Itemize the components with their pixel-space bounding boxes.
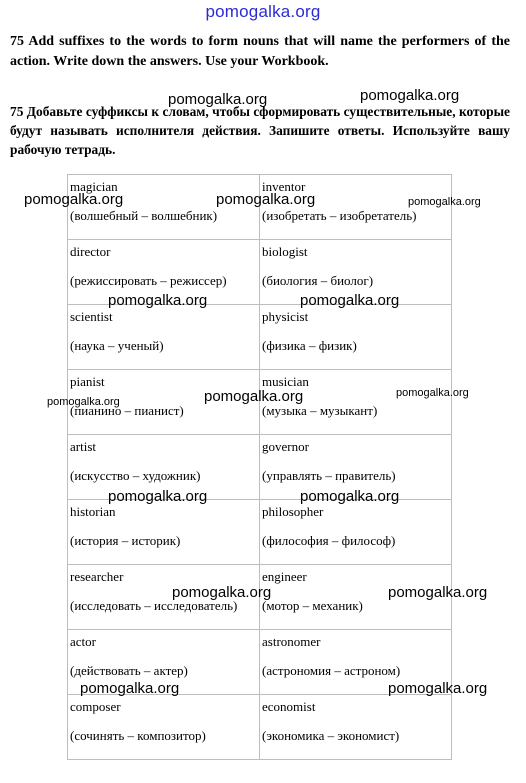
noun-answer: researcher bbox=[70, 569, 124, 584]
derivation-note: (мотор – механик) bbox=[262, 598, 363, 613]
derivation-note: (изобретать – изобретатель) bbox=[262, 208, 417, 223]
table-row bbox=[68, 695, 452, 760]
watermark: pomogalka.org bbox=[24, 191, 124, 208]
watermark: pomogalka.org bbox=[388, 584, 488, 601]
noun-answer: historian bbox=[70, 504, 116, 519]
table-row bbox=[68, 305, 452, 370]
table-cell bbox=[260, 695, 452, 760]
derivation-note: (музыка – музыкант) bbox=[262, 403, 378, 418]
table-cell bbox=[260, 305, 452, 370]
watermark: pomogalka.org bbox=[80, 680, 180, 697]
task-text-ru: 75 Добавьте суффиксы к словам, чтобы сформировать существительные, которые будут называть исполнителя действия. Запишите ответы. Используйте вашу рабочую тетрадь. bbox=[10, 104, 510, 157]
noun-answer: engineer bbox=[262, 569, 307, 584]
watermark: pomogalka.org bbox=[300, 488, 400, 505]
noun-answer: biologist bbox=[262, 244, 308, 259]
noun-answer: economist bbox=[262, 699, 316, 714]
watermark: pomogalka.org bbox=[216, 191, 316, 208]
watermark: pomogalka.org bbox=[47, 396, 120, 408]
noun-answer: inventor bbox=[262, 179, 306, 194]
watermark: pomogalka.org bbox=[388, 680, 488, 697]
noun-answer: physicist bbox=[262, 309, 309, 324]
derivation-note: (действовать – актер) bbox=[70, 663, 188, 678]
derivation-note: (астрономия – астроном) bbox=[262, 663, 401, 678]
derivation-note: (волшебный – волшебник) bbox=[70, 208, 218, 223]
table-cell bbox=[68, 500, 260, 565]
derivation-note: (философия – философ) bbox=[262, 533, 396, 548]
watermark: pomogalka.org bbox=[300, 292, 400, 309]
answers-table bbox=[67, 174, 452, 760]
noun-answer: artist bbox=[70, 439, 96, 454]
site-header: pomogalka.org bbox=[205, 2, 321, 21]
noun-answer: musician bbox=[262, 374, 309, 389]
table-cell bbox=[260, 500, 452, 565]
derivation-note: (искусство – художник) bbox=[70, 468, 201, 483]
noun-answer: composer bbox=[70, 699, 121, 714]
table-cell bbox=[68, 695, 260, 760]
watermark: pomogalka.org bbox=[396, 387, 469, 399]
noun-answer: director bbox=[70, 244, 111, 259]
watermark: pomogalka.org bbox=[108, 292, 208, 309]
derivation-note: (наука – ученый) bbox=[70, 338, 164, 353]
noun-answer: magician bbox=[70, 179, 118, 194]
table-row bbox=[68, 500, 452, 565]
watermark: pomogalka.org bbox=[168, 91, 268, 108]
noun-answer: actor bbox=[70, 634, 96, 649]
noun-answer: governor bbox=[262, 439, 309, 454]
derivation-note: (режиссировать – режиссер) bbox=[70, 273, 227, 288]
table-cell bbox=[68, 305, 260, 370]
noun-answer: astronomer bbox=[262, 634, 321, 649]
watermark: pomogalka.org bbox=[172, 584, 272, 601]
derivation-note: (пианино – пианист) bbox=[70, 403, 184, 418]
task-text-en: 75 Add suffixes to the words to form nouns that will name the performers of the action. Write down the answers. Use your Workbook. bbox=[10, 34, 510, 69]
noun-answer: pianist bbox=[70, 374, 105, 389]
derivation-note: (биология – биолог) bbox=[262, 273, 374, 288]
watermark: pomogalka.org bbox=[204, 388, 304, 405]
derivation-note: (управлять – правитель) bbox=[262, 468, 396, 483]
derivation-note: (исследовать – исследователь) bbox=[70, 598, 238, 613]
derivation-note: (история – историк) bbox=[70, 533, 181, 548]
noun-answer: scientist bbox=[70, 309, 113, 324]
watermark: pomogalka.org bbox=[408, 196, 481, 208]
watermark: pomogalka.org bbox=[360, 87, 460, 104]
noun-answer: philosopher bbox=[262, 504, 324, 519]
derivation-note: (физика – физик) bbox=[262, 338, 357, 353]
derivation-note: (сочинять – композитор) bbox=[70, 728, 206, 743]
derivation-note: (экономика – экономист) bbox=[262, 728, 400, 743]
watermark: pomogalka.org bbox=[108, 488, 208, 505]
